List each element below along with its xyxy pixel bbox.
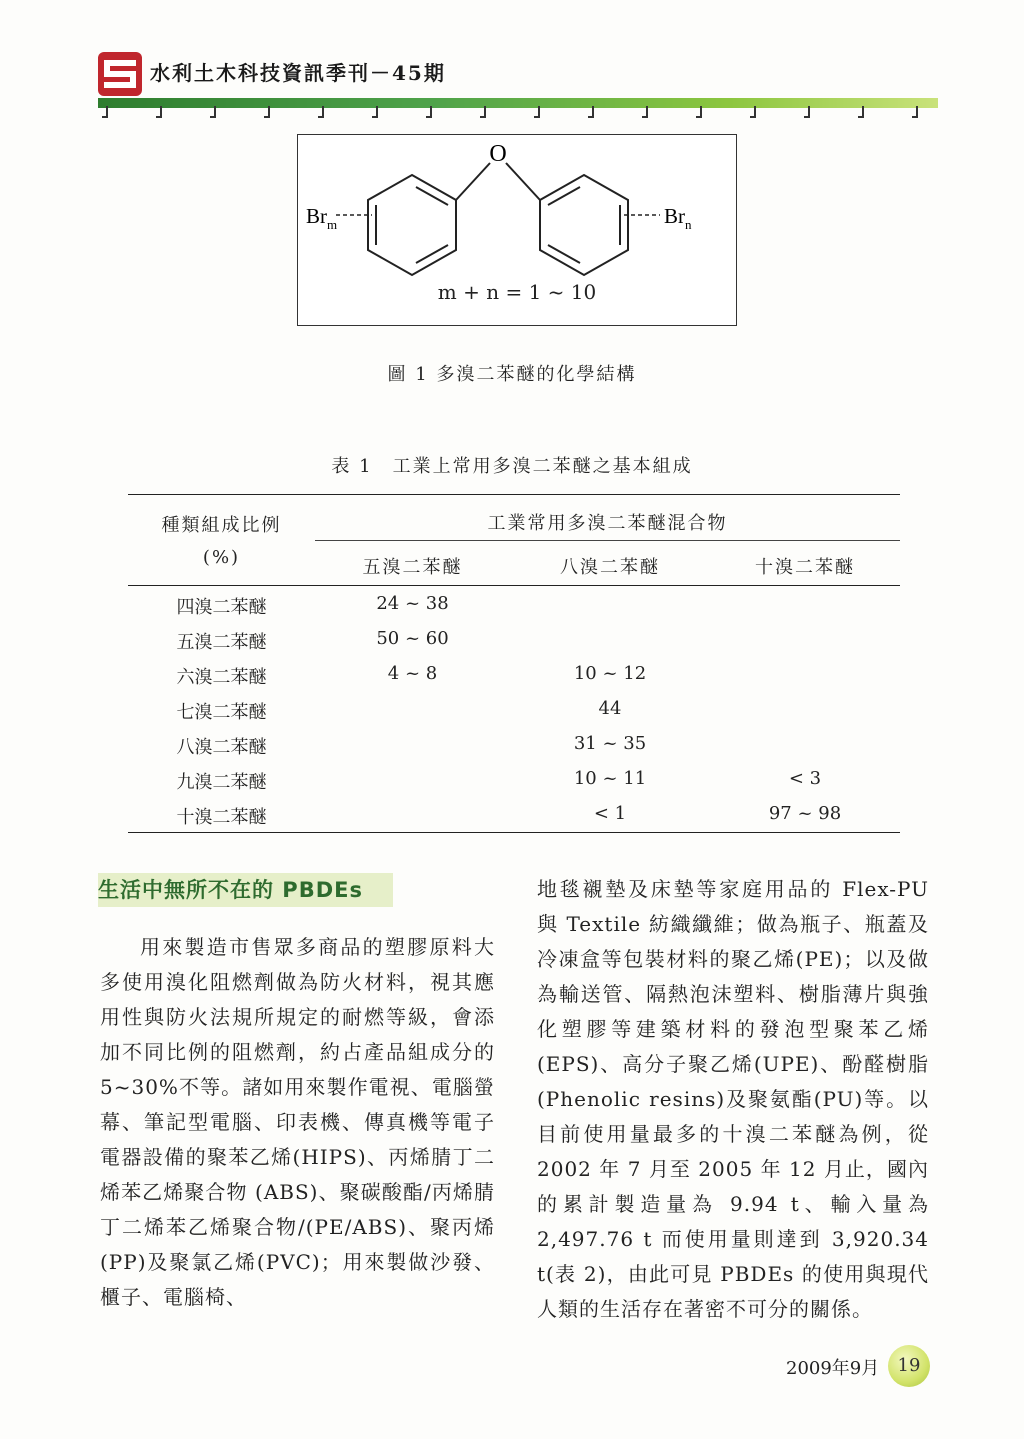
header-tick-marks (98, 106, 938, 124)
page-header (98, 42, 938, 122)
row-label: 五溴二苯醚 (176, 632, 267, 653)
table-cell: 44 (598, 698, 622, 719)
row-header-title: 種類組成比例 (161, 515, 282, 536)
row-label: 九溴二苯醚 (176, 772, 267, 793)
section-heading: 生活中無所不在的 PBDEs (98, 873, 393, 907)
table-rule-top (128, 494, 900, 495)
journal-title: 水利土木科技資訊季刊－45期 (150, 61, 446, 85)
column-header: 五溴二苯醚 (362, 557, 463, 578)
table-rule-group (315, 540, 900, 541)
table-cell: 31 ~ 35 (573, 733, 647, 754)
row-label: 八溴二苯醚 (176, 737, 267, 758)
br-right-label: $Br_n$ (664, 204, 692, 232)
table-rule-bottom (128, 832, 900, 833)
row-label: 四溴二苯醚 (176, 597, 267, 618)
table-rule-header (128, 585, 900, 586)
row-label: 十溴二苯醚 (176, 807, 267, 828)
table-cell: 10 ~ 12 (573, 663, 647, 684)
figure-caption: 圖 1 多溴二苯醚的化學結構 (387, 364, 637, 385)
row-label: 七溴二苯醚 (176, 702, 267, 723)
page-number: 19 (888, 1345, 930, 1387)
body-text-right-column: 地毯襯墊及床墊等家庭用品的 Flex-PU 與 Textile 紡織纖維；做為瓶子、瓶蓋及冷凍盒等包裝材料的聚乙烯(PE)；以及做為輸送管、隔熱泡沫塑料、樹脂薄片與強化塑膠等建築材料的發泡型聚苯乙烯 (EPS)、高分子聚乙烯(UPE)、酚醛樹脂 (Phenolic resins)及聚氨酯(PU)等。以目前使用量最多的十溴二苯醚為例，從 2002 年 7 月至 2005 年 12 月止，國內的累計製造量為 9.94 t、輸入量為 2,497.76 t 而使用量則達到 3,920.34 t(表 2)，由此可見 PBDEs 的使用與現代人類的生活存在著密不可分的關係。 (537, 877, 929, 1321)
table-cell: 10 ~ 11 (573, 768, 647, 789)
structure-formula: m + n = 1 ~ 10 (437, 280, 597, 304)
column-header: 八溴二苯醚 (560, 557, 660, 578)
row-header-unit: (%) (202, 547, 241, 568)
issue-date: 2009年9月 (786, 1358, 880, 1379)
chemical-structure-figure (297, 134, 737, 326)
table-cell: < 1 (593, 803, 627, 824)
table-cell: 97 ~ 98 (768, 803, 842, 824)
body-text-left-column: 用來製造市售眾多商品的塑膠原料大多使用溴化阻燃劑做為防火材料，視其應用性與防火法規所規定的耐燃等級，會添加不同比例的阻燃劑，約占產品組成分的 5~30%不等。諸如用來製作電視、電腦螢幕、筆記型電腦、印表機、傳真機等電子電器設備的聚苯乙烯(HIPS)、丙烯腈丁二烯苯乙烯聚合物 (ABS)、聚碳酸酯/丙烯腈丁二烯苯乙烯聚合物/(PE/ABS)、聚丙烯(PP)及聚氯乙烯(PVC)；用來製做沙發、櫃子、電腦椅、 (100, 935, 495, 1309)
br-left-label: $Br_m$ (306, 204, 338, 232)
table-caption: 表 1 工業上常用多溴二苯醚之基本組成 (331, 456, 693, 477)
group-header: 工業常用多溴二苯醚混合物 (487, 513, 728, 534)
table-cell: 4 ~ 8 (387, 663, 438, 684)
journal-logo (98, 52, 142, 96)
oxygen-atom-label: O (489, 141, 507, 167)
row-label: 六溴二苯醚 (176, 667, 267, 688)
table-cell: < 3 (788, 768, 822, 789)
table-cell: 24 ~ 38 (376, 593, 449, 614)
column-header: 十溴二苯醚 (755, 557, 855, 578)
table-cell: 50 ~ 60 (376, 628, 449, 649)
